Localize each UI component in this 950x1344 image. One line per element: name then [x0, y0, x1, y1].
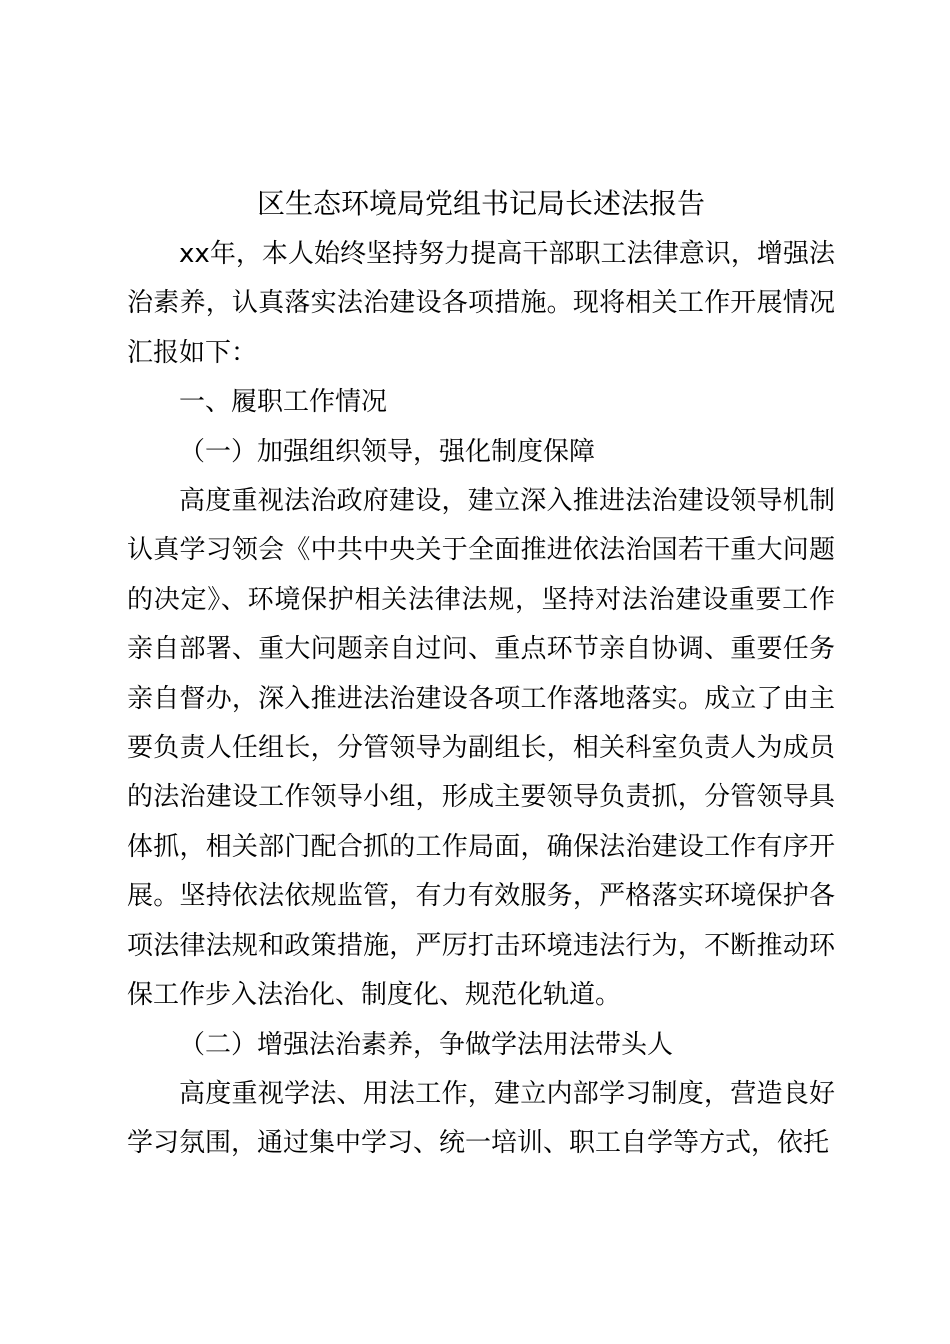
document-body: [127, 230, 835, 1169]
subsection-heading: （一）加强组织领导，强化制度保障: [179, 436, 596, 467]
document-title: 区生态环境局党组书记局长述法报告: [256, 187, 705, 220]
body-paragraph: 高度重视法治政府建设，建立深入推进法治建设领导机制认真学习领会《中共中央关于全面推进依法治国若干重大问题的决定》、环境保护相关法律法规，坚持对法治建设重要工作亲自部署、重大问题亲自过问、重点环节亲自协调、重要任务亲自督办，深入推进法治建设各项工作落地落实。成立了由主要负责人任组长，分管领导为副组长，相关科室负责人为成员的法治建设工作领导小组，形成主要领导负责抓，分管领导具体抓，相关部门配合抓的工作局面，确保法治建设工作有序开展。坚持依法依规监管，有力有效服务，严格落实环境保护各项法律法规和政策措施，严厉打击环境违法行为，不断推动环保工作步入法治化、制度化、规范化轨道。: [127, 486, 835, 1011]
intro-paragraph: xx年，本人始终坚持努力提高干部职工法律意识，增强法治素养，认真落实法治建设各项措施。现将相关工作开展情况汇报如下：: [127, 239, 835, 368]
body-paragraph: 高度重视学法、用法工作，建立内部学习制度，营造良好学习氛围，通过集中学习、统一培训、职工自学等方式，依托: [127, 1078, 835, 1159]
section-heading: 一、履职工作情况: [179, 387, 388, 418]
subsection-heading: （二）增强法治素养，争做学法用法带头人: [179, 1029, 674, 1060]
